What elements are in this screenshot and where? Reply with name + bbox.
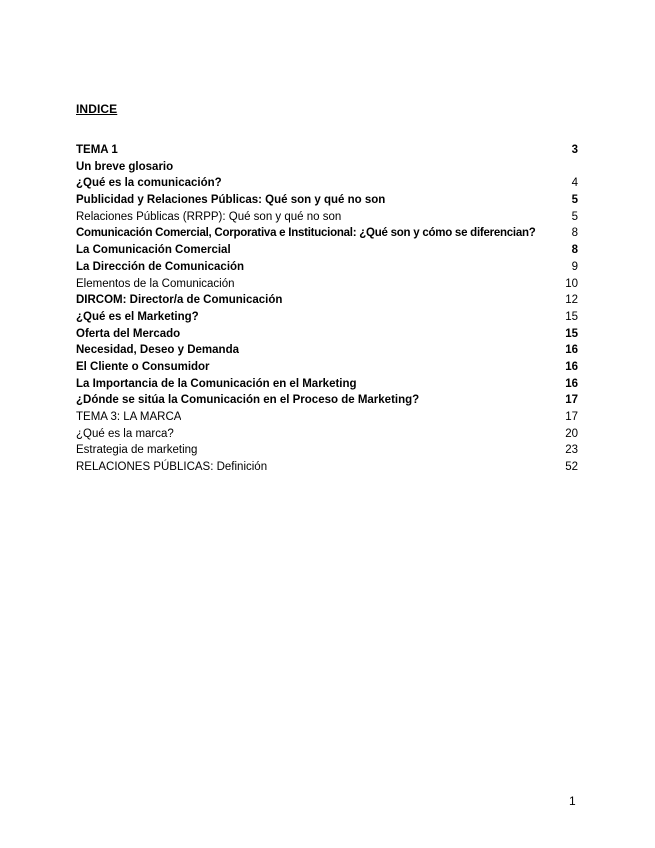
index-heading: INDICE <box>76 102 118 116</box>
toc-entry[interactable] <box>76 242 578 259</box>
toc-entry-title: ¿Qué es la comunicación? <box>76 177 222 190</box>
toc-entry-title: TEMA 3: LA MARCA <box>76 411 182 423</box>
toc-entry-title: Necesidad, Deseo y Demanda <box>76 344 239 357</box>
toc-entry[interactable] <box>76 309 578 326</box>
table-of-contents <box>76 142 578 476</box>
toc-entry[interactable] <box>76 409 578 426</box>
toc-entry[interactable] <box>76 376 578 393</box>
toc-entry-page: 15 <box>565 327 578 340</box>
toc-entry[interactable] <box>76 259 578 276</box>
toc-entry-page: 9 <box>571 260 578 273</box>
toc-entry-page: 8 <box>571 227 578 240</box>
toc-entry[interactable] <box>76 175 578 192</box>
toc-entry[interactable] <box>76 276 578 293</box>
toc-entry-title: Relaciones Públicas (RRPP): Qué son y qué no son <box>76 210 342 223</box>
toc-entry-title: La Comunicación Comercial <box>76 244 231 257</box>
toc-entry-page: 52 <box>565 461 578 474</box>
toc-entry[interactable] <box>76 192 578 209</box>
toc-entry-title: TEMA 1 <box>76 144 118 156</box>
toc-entry-page: 4 <box>571 177 578 190</box>
page-number: 1 <box>569 794 576 808</box>
toc-entry-title: RELACIONES PÚBLICAS: Definición <box>76 461 268 474</box>
toc-entry[interactable] <box>76 359 578 376</box>
toc-entry-title: Elementos de la Comunicación <box>76 277 235 290</box>
toc-entry-title: Un breve glosario <box>76 160 174 173</box>
toc-entry[interactable] <box>76 292 578 309</box>
toc-entry[interactable] <box>76 209 578 226</box>
toc-entry[interactable] <box>76 442 578 459</box>
toc-entry-page: 15 <box>565 310 578 323</box>
toc-entry-title: Comunicación Comercial, Corporativa e Institucional: ¿Qué son y cómo se diferencian? <box>76 227 536 240</box>
toc-entry-title: ¿Qué es el Marketing? <box>76 310 199 323</box>
toc-entry[interactable] <box>76 392 578 409</box>
toc-entry-page: 16 <box>565 344 578 357</box>
toc-entry-page: 3 <box>571 144 578 156</box>
toc-entry-page: 12 <box>565 294 578 307</box>
toc-entry-title: ¿Qué es la marca? <box>76 427 174 440</box>
toc-entry-title: Oferta del Mercado <box>76 327 181 340</box>
toc-entry-page: 5 <box>571 194 578 207</box>
toc-entry[interactable] <box>76 326 578 343</box>
toc-entry-page: 23 <box>565 444 578 457</box>
toc-entry-page: 17 <box>565 394 578 407</box>
toc-entry[interactable] <box>76 459 578 476</box>
toc-entry-page: 10 <box>565 277 578 290</box>
toc-entry-page: 20 <box>565 427 578 440</box>
toc-entry-title: La Dirección de Comunicación <box>76 260 245 273</box>
toc-entry[interactable] <box>76 426 578 443</box>
toc-entry[interactable] <box>76 342 578 359</box>
toc-entry[interactable] <box>76 142 578 159</box>
toc-entry-title: Publicidad y Relaciones Públicas: Qué son y qué no son <box>76 194 386 207</box>
toc-entry-page: 5 <box>571 210 578 223</box>
toc-entry[interactable] <box>76 225 578 242</box>
toc-entry-title: ¿Dónde se sitúa la Comunicación en el Proceso de Marketing? <box>76 394 420 407</box>
toc-entry-title: El Cliente o Consumidor <box>76 360 210 373</box>
toc-entry-page: 17 <box>565 411 578 423</box>
toc-entry-title: La Importancia de la Comunicación en el Marketing <box>76 377 357 390</box>
toc-entry-page: 16 <box>565 377 578 390</box>
toc-entry-title: DIRCOM: Director/a de Comunicación <box>76 294 283 307</box>
toc-entry[interactable] <box>76 159 578 176</box>
toc-entry-title: Estrategia de marketing <box>76 444 198 457</box>
toc-entry-page: 16 <box>565 360 578 373</box>
toc-entry-page: 8 <box>571 244 578 257</box>
